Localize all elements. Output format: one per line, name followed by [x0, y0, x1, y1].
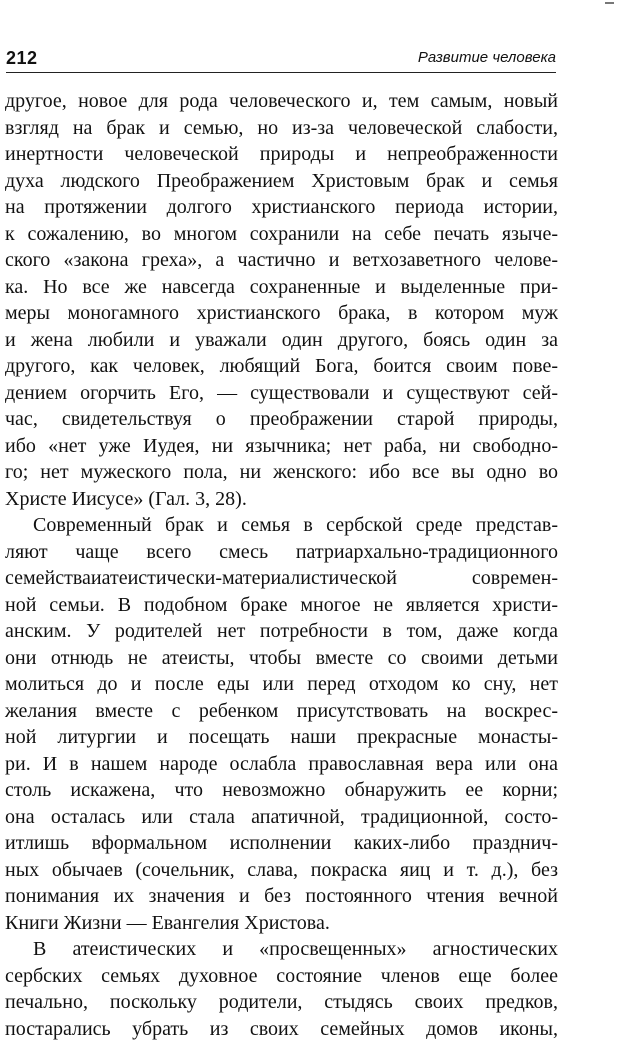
text-line: на протяжении долгого христианского периода истории, — [5, 194, 558, 221]
text-line: постарались убрать из своих семейных домов иконы, — [5, 1016, 558, 1042]
text-line: меры моногамного христианского брака, в котором муж — [5, 300, 558, 327]
text-line: и жена любили и уважали один другого, боясь один за — [5, 327, 558, 354]
text-line: сербских семьях духовное состояние членов еще более — [5, 963, 558, 990]
running-head — [6, 46, 556, 70]
text-line: Книги Жизни — Евангелия Христова. — [5, 910, 558, 937]
text-line: ной семьи. В подобном браке многое не является христи- — [5, 592, 558, 619]
text-line: ка. Но все же навсегда сохраненные и выделенные при- — [5, 274, 558, 301]
text-line: к сожалению, во многом сохранили на себе печать языче- — [5, 221, 558, 248]
text-line: итлишь вформальном исполнении каких-либо празднич- — [5, 830, 558, 857]
text-line: Современный брак и семья в сербской среде представ- — [5, 512, 558, 539]
text-line: желания вместе с ребенком присутствовать на воскрес- — [5, 698, 558, 725]
text-line: семействаиатеистически-материалистической современ- — [5, 565, 558, 592]
text-line: духа людского Преображением Христовым брак и семья — [5, 168, 558, 195]
text-line: они отнюдь не атеисты, чтобы вместе со своими детьми — [5, 645, 558, 672]
paragraph-1 — [5, 88, 558, 512]
text-line: молиться до и после еды или перед отходом ко сну, нет — [5, 671, 558, 698]
text-line: печально, поскольку родители, стыдясь своих предков, — [5, 989, 558, 1016]
chapter-title: Развитие человека — [418, 47, 556, 69]
page-number: 212 — [6, 46, 38, 70]
text-line: го; нет мужеского пола, ни женского: ибо все вы одно во — [5, 459, 558, 486]
text-line: инертности человеческой природы и непреображенности — [5, 141, 558, 168]
body-text — [5, 88, 558, 1042]
paragraph-2 — [5, 512, 558, 936]
corner-mark — [605, 2, 614, 4]
text-line: дением огорчить Его, — существовали и существуют сей- — [5, 380, 558, 407]
text-line: взгляд на брак и семью, но из-за человеческой слабости, — [5, 115, 558, 142]
text-line: столь искажена, что невозможно обнаружить ее корни; — [5, 777, 558, 804]
text-line: другого, как человек, любящий Бога, боится своим пове- — [5, 353, 558, 380]
text-line: ляют чаще всего смесь патриархально-традиционного — [5, 539, 558, 566]
text-line: ри. И в нашем народе ослабла православная вера или она — [5, 751, 558, 778]
text-line: другое, новое для рода человеческого и, тем самым, новый — [5, 88, 558, 115]
text-line: Христе Иисусе» (Гал. 3, 28). — [5, 486, 558, 513]
text-line: она осталась или стала апатичной, традиционной, состо- — [5, 804, 558, 831]
text-line: ной литургии и посещать наши прекрасные монасты- — [5, 724, 558, 751]
text-line: час, свидетельствуя о преображении старой природы, — [5, 406, 558, 433]
text-line: анским. У родителей нет потребности в том, даже когда — [5, 618, 558, 645]
header-rule — [6, 72, 556, 73]
text-line: ского «закона греха», а частично и ветхозаветного челове- — [5, 247, 558, 274]
text-line: понимания их значения и без постоянного чтения вечной — [5, 883, 558, 910]
text-line: ибо «нет уже Иудея, ни язычника; нет раба, ни свободно- — [5, 433, 558, 460]
paragraph-3 — [5, 936, 558, 1042]
text-line: ных обычаев (сочельник, слава, покраска яиц и т. д.), без — [5, 857, 558, 884]
text-line: В атеистических и «просвещенных» агностических — [5, 936, 558, 963]
